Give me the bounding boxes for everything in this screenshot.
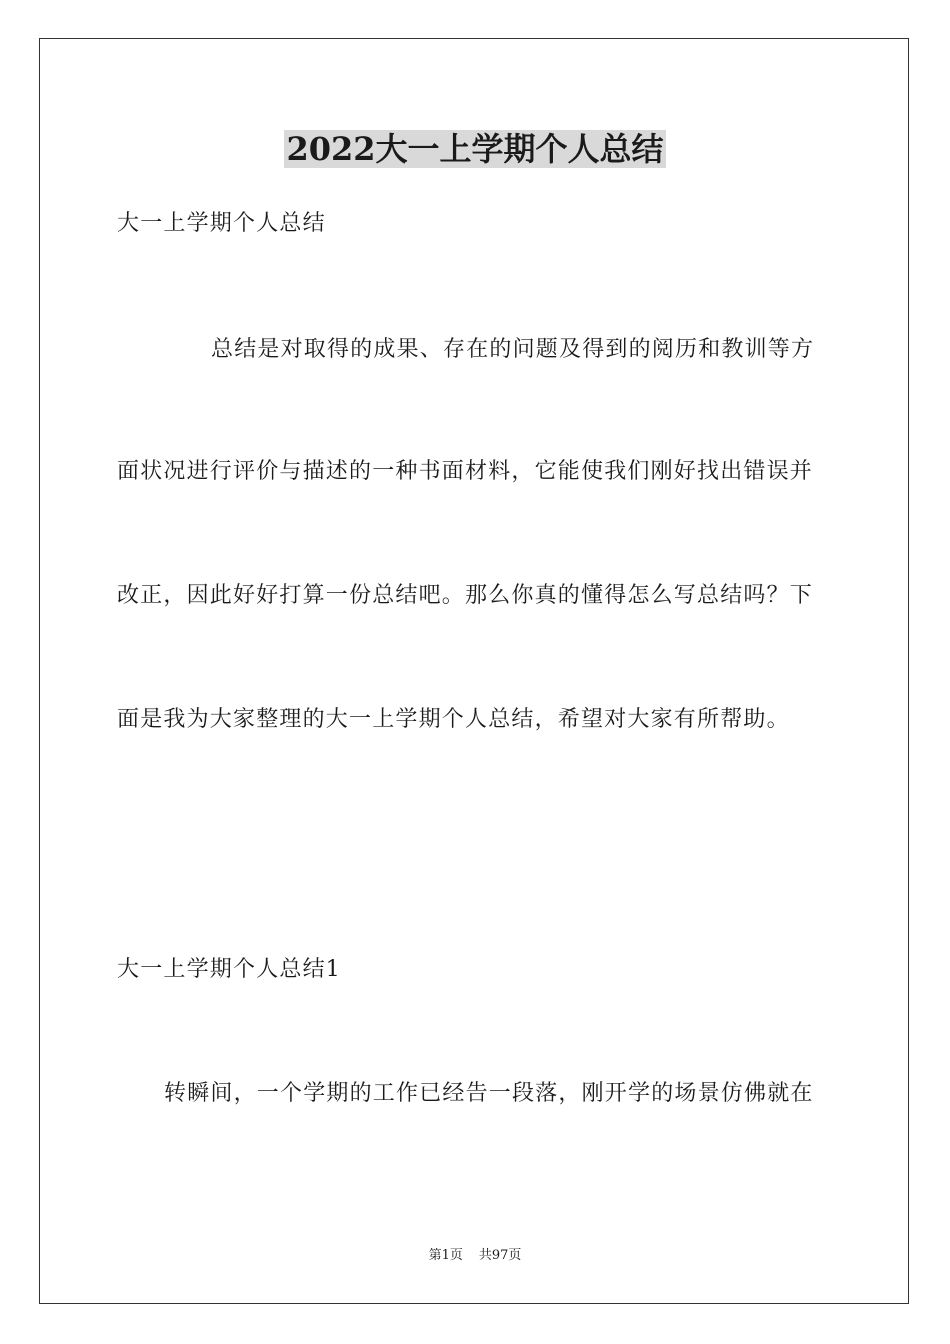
document-subtitle: 大一上学期个人总结 [117, 211, 326, 236]
page-total: 共97页 [478, 1248, 522, 1263]
intro-line-4: 面是我为大家整理的大一上学期个人总结，希望对大家有所帮助。 [117, 707, 790, 732]
intro-line-3: 改正，因此好好打算一份总结吧。那么你真的懂得怎么写总结吗？下 [117, 583, 814, 608]
section-line-1: 转瞬间，一个学期的工作已经告一段落，刚开学的场景仿佛就在 [164, 1081, 814, 1106]
document-title-text: 2022大一上学期个人总结 [286, 130, 664, 168]
intro-line-2: 面状况进行评价与描述的一种书面材料，它能使我们刚好找出错误并 [117, 459, 814, 484]
intro-line-1: 总结是对取得的成果、存在的问题及得到的阅历和教训等方 [211, 337, 815, 362]
page-number: 第1页 [428, 1248, 463, 1263]
page-footer [0, 1246, 950, 1266]
section-heading: 大一上学期个人总结1 [117, 957, 341, 982]
document-title [0, 126, 950, 172]
